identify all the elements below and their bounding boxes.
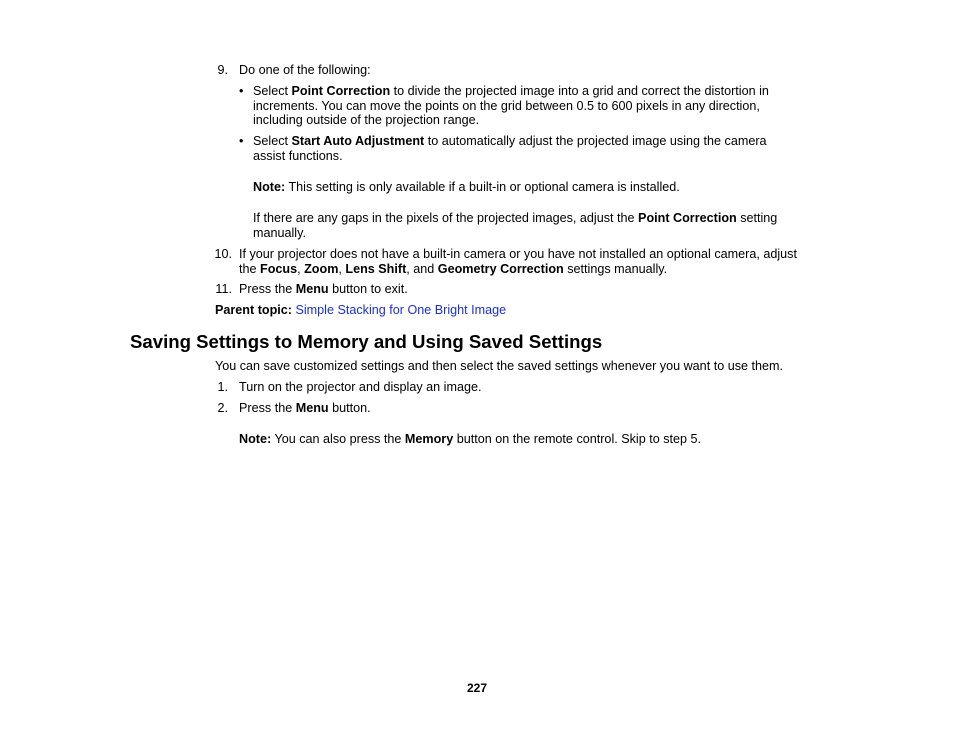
separator: , and [406,261,438,276]
bullet-text: to divide the projected image into a grid and correct the distortion in [390,84,769,98]
separator: , [297,261,305,276]
step-2-pre: Press the [239,401,296,415]
parent-topic-link[interactable]: Simple Stacking for One Bright Image [295,303,507,317]
note-label: Note: [253,180,286,194]
bullet-2-line-2: assist functions. [253,148,343,163]
step-10-line-1: If your projector does not have a built-in camera or you have not installed an optional camera, adjust [239,247,797,261]
step-9-text: Do one of the following: [239,63,371,77]
gaps-line-2: manually. [253,225,306,240]
geometry-correction-bold: Geometry Correction [437,261,564,276]
step-10-number: 10. [214,247,232,261]
section-step-1-text: Turn on the projector and display an image. [239,380,482,394]
note-text: This setting is only available if a built-in or optional camera is installed. [285,180,680,194]
gaps-text: If there are any gaps in the pixels of the projected images, adjust the [253,211,639,225]
section-heading: Saving Settings to Memory and Using Saved Settings [130,331,603,352]
start-auto-adjustment-bold: Start Auto Adjustment [291,134,425,148]
memory-bold: Memory [404,432,454,446]
bullet-text: Select [253,84,292,98]
gaps-paragraph [253,211,777,226]
bullet-1-line-2: increments. You can move the points on the grid between 0.5 to 600 pixels in any direction, [253,98,760,113]
note-text: button on the remote control. Skip to step 5. [453,432,702,446]
step-11-number: 11. [215,282,232,296]
lens-shift-bold: Lens Shift [345,261,407,276]
section-step-2-number: 2. [217,401,228,415]
step-11-pre: Press the [239,282,296,296]
step-10-line-2 [239,262,667,277]
step-2-post: button. [328,401,371,415]
separator: , [338,261,346,276]
point-correction-bold: Point Correction [638,211,737,225]
bullet-text: to automatically adjust the projected image using the camera [424,134,767,148]
zoom-bold: Zoom [304,261,339,276]
memory-note [239,432,701,447]
step-10-text: the [239,261,261,276]
bullet-marker: • [239,134,244,148]
bullet-point-correction [253,84,769,99]
bullet-start-auto-adjustment [253,134,767,149]
note-text: You can also press the [271,432,405,446]
section-intro: You can save customized settings and then select the saved settings whenever you want to use them. [215,359,783,373]
note-label: Note: [239,432,272,446]
menu-bold: Menu [295,282,329,296]
section-step-1-number: 1. [217,380,228,394]
step-11-post: button to exit. [328,282,408,296]
gaps-text: setting [736,211,778,225]
bullet-1-line-3: including outside of the projection range. [253,113,480,127]
bullet-text: Select [253,134,292,148]
bullet-marker: • [239,84,244,98]
point-correction-bold: Point Correction [291,84,391,98]
focus-bold: Focus [260,261,298,276]
camera-note [253,180,680,195]
step-10-text: settings manually. [563,261,668,276]
page-number: 227 [466,681,488,695]
parent-topic [215,303,506,318]
parent-topic-label: Parent topic: [215,303,292,317]
step-9-number: 9. [217,63,228,77]
step-11-text [239,282,408,297]
section-step-2-text [239,401,371,416]
menu-bold: Menu [295,401,329,415]
